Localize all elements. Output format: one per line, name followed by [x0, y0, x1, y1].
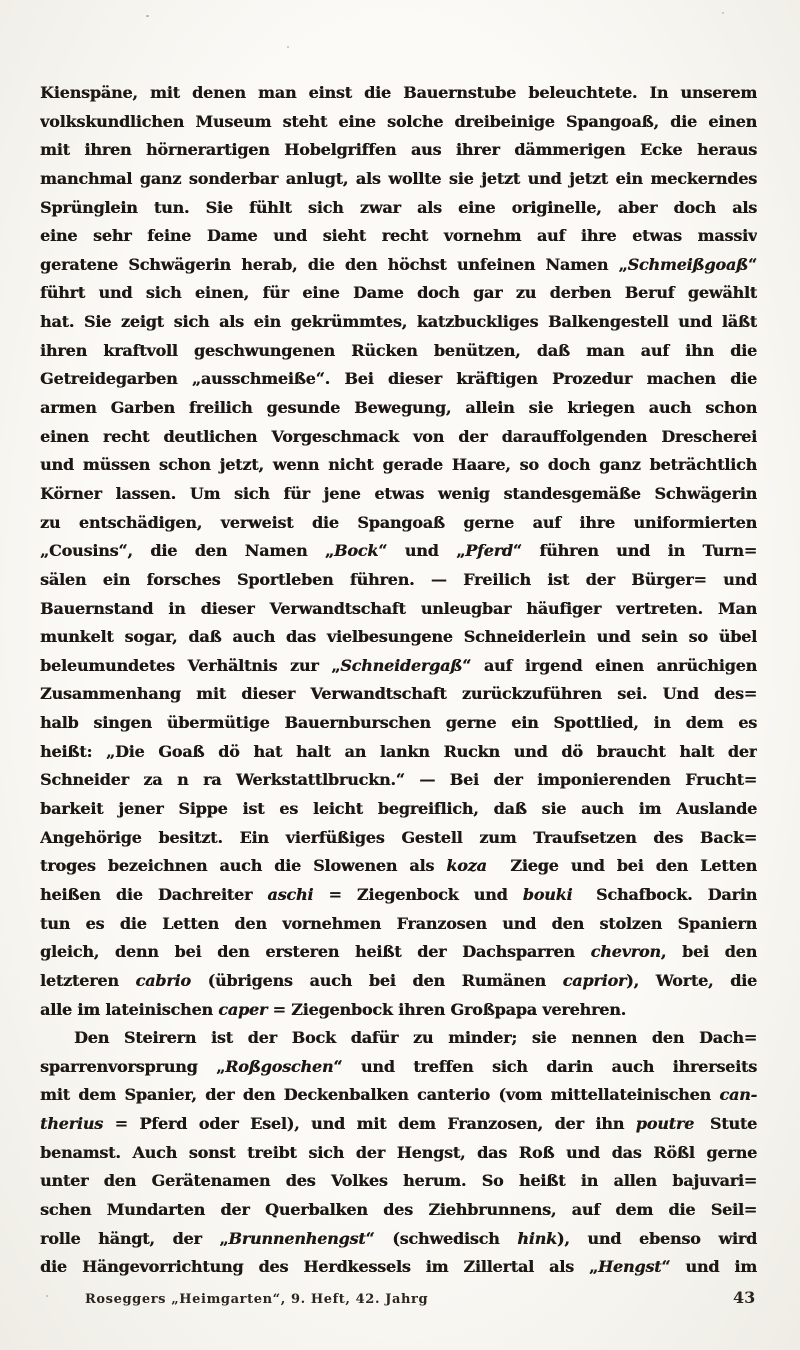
text-line — [40, 394, 757, 423]
text-run: Körner lassen. Um sich für jene etwas wenig standesgemäße Schwägerin — [40, 483, 757, 503]
text-line — [40, 766, 757, 795]
text-line — [40, 1053, 757, 1082]
text-line — [40, 824, 757, 853]
text-run: halb singen übermütige Bauernburschen gerne ein Spottlied, in dem es — [40, 713, 757, 733]
text-run: zu entschädigen, verweist die Spangoaß gerne auf ihre uniformierten — [40, 512, 757, 532]
text-run: Kienspäne, mit denen man einst die Bauernstube beleuchtete. In unserem — [40, 83, 757, 102]
italic-text-run: Schmeißgoaß — [627, 254, 748, 274]
text-run: Den Steirern ist der Bock dafür zu minder; sie nennen den Dach= — [74, 1028, 757, 1048]
italic-text-run: koza — [446, 856, 487, 876]
text-run: ), Worte, die — [626, 970, 757, 990]
text-run: eine sehr feine Dame und sieht recht vornehm auf ihre etwas massiv — [40, 226, 757, 246]
text-run: tun es die Letten den vornehmen Franzosen und den stolzen Spaniern — [40, 913, 757, 933]
text-run: ihren kraftvoll geschwungenen Rücken benützen, daß man auf ihn die — [40, 340, 757, 360]
text-run: Angehörige besitzt. Ein vierfüßiges Gestell zum Traufsetzen des Back= — [40, 827, 757, 847]
text-run: Sprünglein tun. Sie fühlt sich zwar als eine originelle, aber doch als — [40, 197, 757, 217]
text-line — [40, 680, 757, 709]
text-run: “ (schwedisch — [365, 1228, 518, 1248]
italic-text-run: caprior — [562, 970, 627, 990]
italic-text-run: aschi — [267, 884, 314, 904]
text-line — [40, 194, 757, 223]
page-number: 43 — [733, 1288, 756, 1307]
text-line — [40, 1196, 757, 1225]
scan-speck — [287, 46, 289, 48]
text-line — [40, 709, 757, 738]
text-line — [40, 1253, 757, 1282]
text-line — [40, 1139, 757, 1168]
italic-text-run: hink — [517, 1228, 557, 1248]
text-line — [40, 537, 757, 566]
text-run: letzteren — [40, 970, 136, 990]
text-line — [40, 451, 757, 480]
text-line — [40, 1081, 757, 1110]
text-line — [40, 79, 757, 108]
text-run: ), und ebenso wird — [556, 1228, 757, 1248]
scan-speck — [46, 1295, 48, 1297]
text-run: Ziege und bei den Letten — [486, 856, 757, 876]
text-run: mit ihren hörnerartigen Hobelgriffen aus ihrer dämmerigen Ecke heraus — [40, 140, 757, 160]
text-run: heißt: „Die Goaß dö hat halt an lankn Ruckn und dö braucht halt der — [40, 741, 757, 761]
italic-text-run: caper — [218, 999, 268, 1019]
body-text — [40, 79, 757, 1282]
text-run: troges bezeichnen auch die Slowenen als — [40, 856, 447, 876]
text-line — [40, 996, 757, 1025]
text-run: barkeit jener Sippe ist es leicht begreiflich, daß sie auch im Auslande — [40, 799, 757, 819]
text-run: , bei den — [660, 942, 757, 962]
text-run: Getreidegarben „ausschmeiße“. Bei dieser kräftigen Prozedur machen die — [40, 369, 757, 389]
text-line — [40, 566, 757, 595]
text-line — [40, 1024, 757, 1053]
italic-text-run: poutre — [635, 1114, 695, 1134]
italic-text-run: Roßgoschen — [225, 1056, 334, 1076]
text-line — [40, 251, 757, 280]
text-run: Schafbock. Darin — [572, 884, 757, 904]
text-run: geratene Schwägerin herab, die den höchst unfeinen Namen „ — [40, 254, 628, 274]
text-run: gleich, denn bei den ersteren heißt der Dachsparren — [40, 942, 591, 962]
italic-text-run: cabrio — [135, 970, 191, 990]
text-line — [40, 938, 757, 967]
text-run: Zusammenhang mit dieser Verwandtschaft zurückzuführen sei. Und des= — [40, 684, 757, 704]
text-run: unter den Gerätenamen des Volkes herum. So heißt in allen bajuvari= — [40, 1171, 757, 1191]
text-run: einen recht deutlichen Vorgeschmack von der darauffolgenden Drescherei — [40, 426, 757, 446]
text-line — [40, 595, 757, 624]
text-run: (übrigens auch bei den Rumänen — [190, 970, 563, 990]
italic-text-run: Brunnenhengst — [228, 1228, 366, 1248]
italic-text-run: Schneidergaß — [340, 655, 463, 675]
footer-citation: Roseggers „Heimgarten“, 9. Heft, 42. Jahrg — [85, 1292, 429, 1307]
italic-text-run: bouki — [522, 884, 573, 904]
text-run: volkskundlichen Museum steht eine solche dreibeinige Spangoaß, die einen — [40, 111, 757, 131]
text-line — [40, 881, 757, 910]
text-run: = Ziegenbock ihren Großpapa verehren. — [267, 999, 626, 1019]
text-line — [40, 480, 757, 509]
text-line — [40, 165, 757, 194]
text-run: heißen die Dachreiter — [40, 884, 268, 904]
text-run: schen Mundarten der Querbalken des Ziehbrunnens, auf dem die Seil= — [40, 1199, 757, 1219]
text-line — [40, 308, 757, 337]
text-line — [40, 365, 757, 394]
text-run: führt und sich einen, für eine Dame doch gar zu derben Beruf gewählt — [40, 283, 757, 303]
text-run: hat. Sie zeigt sich als ein gekrümmtes, katzbuckliges Balkengestell und läßt — [40, 312, 757, 332]
text-line — [40, 222, 757, 251]
text-run: “ und im — [661, 1257, 757, 1277]
text-run: rolle hängt, der „ — [40, 1228, 229, 1248]
text-run: alle im lateinischen — [40, 999, 219, 1019]
italic-text-run: therius — [40, 1114, 103, 1134]
italic-text-run: chevron — [590, 942, 661, 962]
text-line — [40, 967, 757, 996]
text-run: = Pferd oder Esel), und mit dem Franzosen, der ihn — [102, 1114, 636, 1134]
italic-text-run: Hengst — [598, 1257, 662, 1277]
text-line — [40, 852, 757, 881]
text-run: “ auf irgend einen anrüchigen — [462, 655, 757, 675]
text-line — [40, 910, 757, 939]
text-run: sparrenvorsprung „ — [40, 1056, 226, 1076]
text-run: manchmal ganz sonderbar anlugt, als wollte sie jetzt und jetzt ein meckerndes — [40, 168, 757, 188]
text-run: „Cousins“, die den Namen „ — [40, 541, 334, 561]
text-line — [40, 337, 757, 366]
text-line — [40, 108, 757, 137]
text-run: “ führen und in Turn= — [512, 541, 757, 561]
text-line — [40, 1167, 757, 1196]
text-run: armen Garben freilich gesunde Bewegung, allein sie kriegen auch schon — [40, 398, 757, 418]
text-run: munkelt sogar, daß auch das vielbesungene Schneiderlein und sein so übel — [40, 627, 757, 647]
text-run: Bauernstand in dieser Verwandtschaft unleugbar häufiger vertreten. Man — [40, 598, 757, 618]
italic-text-run: Pferd — [465, 541, 513, 561]
text-run: “ und „ — [378, 541, 466, 561]
text-line — [40, 738, 757, 767]
text-run: “ und treffen sich darin auch ihrerseits — [333, 1056, 757, 1076]
italic-text-run: can- — [719, 1085, 757, 1105]
text-run: sälen ein forsches Sportleben führen. — Freilich ist der Bürger= und — [40, 569, 757, 589]
italic-text-run: Bock — [333, 541, 379, 561]
text-line — [40, 623, 757, 652]
text-run: “ — [747, 254, 757, 274]
text-line — [40, 1110, 757, 1139]
text-run: benamst. Auch sonst treibt sich der Hengst, das Roß und das Rößl gerne — [40, 1142, 757, 1162]
text-line — [40, 1225, 757, 1254]
text-line — [40, 652, 757, 681]
scan-speck — [146, 15, 149, 17]
text-run: die Hängevorrichtung des Herdkessels im Zillertal als „ — [40, 1257, 598, 1277]
text-line — [40, 509, 757, 538]
text-run: mit dem Spanier, der den Deckenbalken canterio (vom mittellateinischen — [40, 1085, 720, 1105]
text-run: beleumundetes Verhältnis zur „ — [40, 655, 341, 675]
text-run: und müssen schon jetzt, wenn nicht gerade Haare, so doch ganz beträchtlich — [40, 455, 757, 475]
text-run: = Ziegenbock und — [313, 884, 523, 904]
text-line — [40, 279, 757, 308]
text-line — [40, 136, 757, 165]
scan-speck — [722, 12, 724, 14]
text-run: Stute — [694, 1114, 757, 1134]
text-line — [40, 423, 757, 452]
text-line — [40, 795, 757, 824]
text-run: Schneider za n ra Werkstattlbruckn.“ — Bei der imponierenden Frucht= — [40, 770, 757, 790]
